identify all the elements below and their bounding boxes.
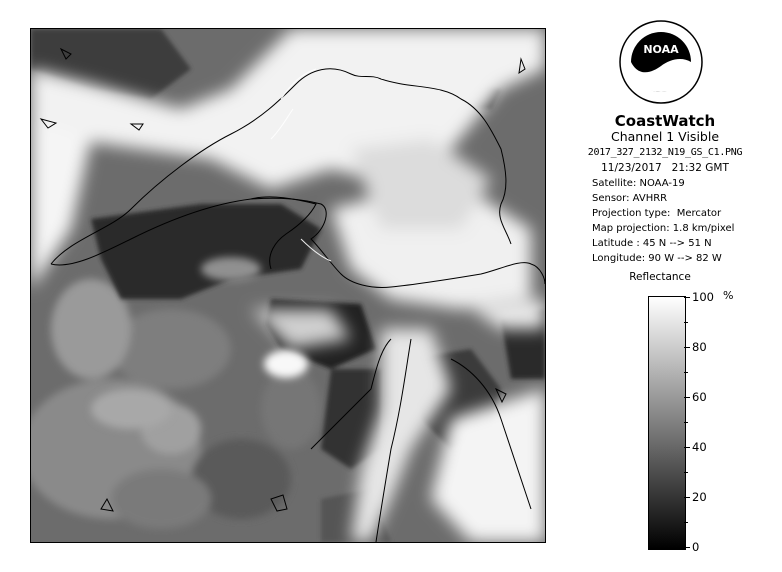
map-projection-info: Map projection: 1.8 km/pixel (592, 223, 735, 234)
legend-tick-label: 60 (692, 390, 707, 404)
legend-title: Reflectance (629, 271, 691, 283)
app-title: CoastWatch (614, 112, 716, 130)
legend-unit: % (723, 289, 734, 302)
legend-tick-mark (684, 372, 688, 373)
longitude-info: Longitude: 90 W --> 82 W (592, 253, 722, 264)
image-datetime: 11/23/2017 21:32 GMT (601, 162, 729, 174)
legend-tick-mark (684, 447, 690, 448)
logo-text: NOAA (643, 43, 679, 56)
legend-tick-label: 80 (692, 340, 707, 354)
legend-tick-mark (684, 497, 690, 498)
legend-tick-mark (684, 522, 688, 523)
legend-tick-mark (684, 297, 690, 298)
reflectance-colorbar (648, 296, 686, 550)
legend-tick-mark (684, 472, 688, 473)
legend-tick-mark (684, 397, 690, 398)
legend-tick-label: 0 (692, 540, 700, 554)
legend-tick-mark (684, 547, 690, 548)
legend-tick-label: 100 (692, 290, 714, 304)
legend-tick-label: 20 (692, 490, 707, 504)
image-filename: 2017_327_2132_N19_GS_C1.PNG (587, 147, 743, 158)
legend-tick-mark (684, 322, 688, 323)
legend-tick-label: 40 (692, 440, 707, 454)
legend-tick-mark (684, 422, 688, 423)
sensor-info: Sensor: AVHRR (592, 193, 668, 204)
noaa-logo (619, 20, 703, 104)
satellite-image-map (30, 28, 546, 543)
satellite-info: Satellite: NOAA-19 (592, 178, 685, 189)
satellite-image-svg (31, 29, 545, 542)
channel-label: Channel 1 Visible (610, 129, 720, 144)
latitude-info: Latitude : 45 N --> 51 N (592, 238, 712, 249)
legend-tick-mark (684, 347, 690, 348)
projection-type-info: Projection type: Mercator (592, 208, 722, 219)
